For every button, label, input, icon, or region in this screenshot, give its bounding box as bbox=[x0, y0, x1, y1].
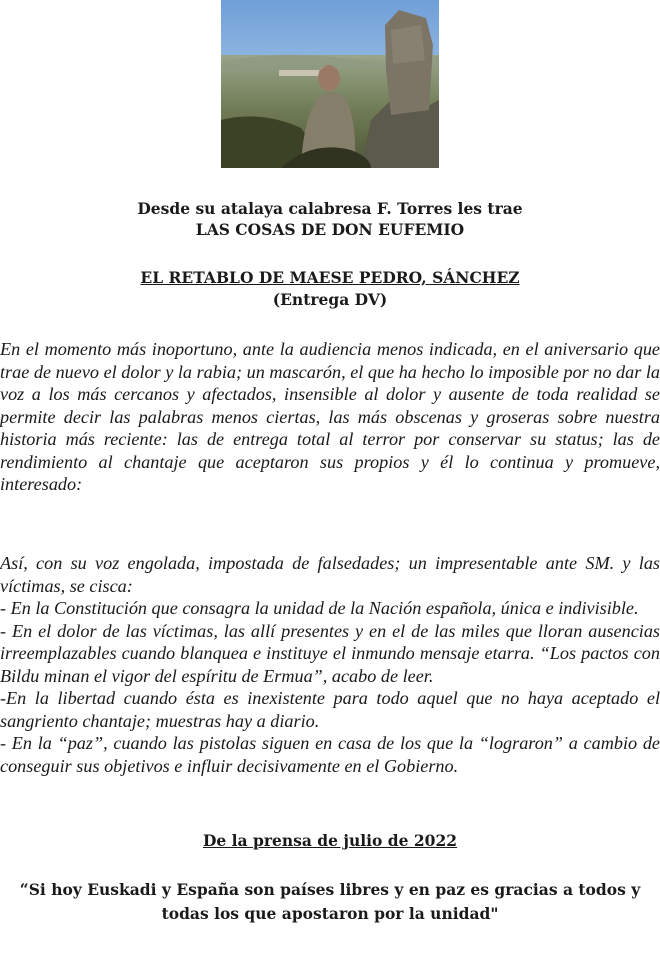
press-heading: De la prensa de julio de 2022 bbox=[202, 831, 458, 850]
bullet-item: - En el dolor de las víctimas, las allí presentes y en el de las miles que lloran ausencias irreemplazables cuando blanquea e instituye el inmundo mensaje etarra. “Los pactos con Bildu minan el vigor del espíritu de Ermua”, acabo de leer. bbox=[0, 620, 660, 686]
bullet-item: - En la Constitución que consagra la unidad de la Nación española, única e indivisible. bbox=[0, 598, 639, 618]
column-name: LAS COSAS DE DON EUFEMIO bbox=[195, 220, 465, 239]
press-quote: “Si hoy Euskadi y España son países libres y en paz es gracias a todos y todas los que apostaron por la unidad" bbox=[19, 880, 641, 923]
bullet-item: - En la “paz”, cuando las pistolas siguen en casa de los que la “lograron” a cambio de conseguir sus objetivos e influir decisivamente en el Gobierno. bbox=[0, 733, 660, 776]
author-photo bbox=[221, 0, 439, 168]
paragraph-text: En el momento más inoportuno, ante la audiencia menos indicada, en el aniversario que trae de nuevo el dolor y la rabia; un mascarón, el que ha hecho lo imposible por no dar la voz a los más cercanos y afectados, insensible al dolor y ausente de toda realidad se permite decir las palabras menos ciertas, las más obscenas y groseras sobre nuestra historia más reciente: las de entrega total al terror por conservar su status; las de rendimiento al chantaje que aceptaron sus propios y él lo continua y promueve, interesado: bbox=[0, 339, 660, 494]
paragraph-intro: Así, con su voz engolada, impostada de falsedades; un impresentable ante SM. y las víctimas, se cisca: bbox=[0, 553, 660, 596]
header-intro: Desde su atalaya calabresa F. Torres les trae bbox=[137, 199, 523, 218]
body-paragraph-1 bbox=[0, 338, 660, 496]
bullet-item: -En la libertad cuando ésta es inexistente para todo aquel que no haya aceptado el sangriento chantaje; muestras hay a diario. bbox=[0, 688, 660, 731]
article-subtitle: (Entrega DV) bbox=[272, 290, 388, 309]
article-title: EL RETABLO DE MAESE PEDRO, SÁNCHEZ bbox=[140, 268, 520, 287]
body-paragraph-2 bbox=[0, 552, 660, 777]
